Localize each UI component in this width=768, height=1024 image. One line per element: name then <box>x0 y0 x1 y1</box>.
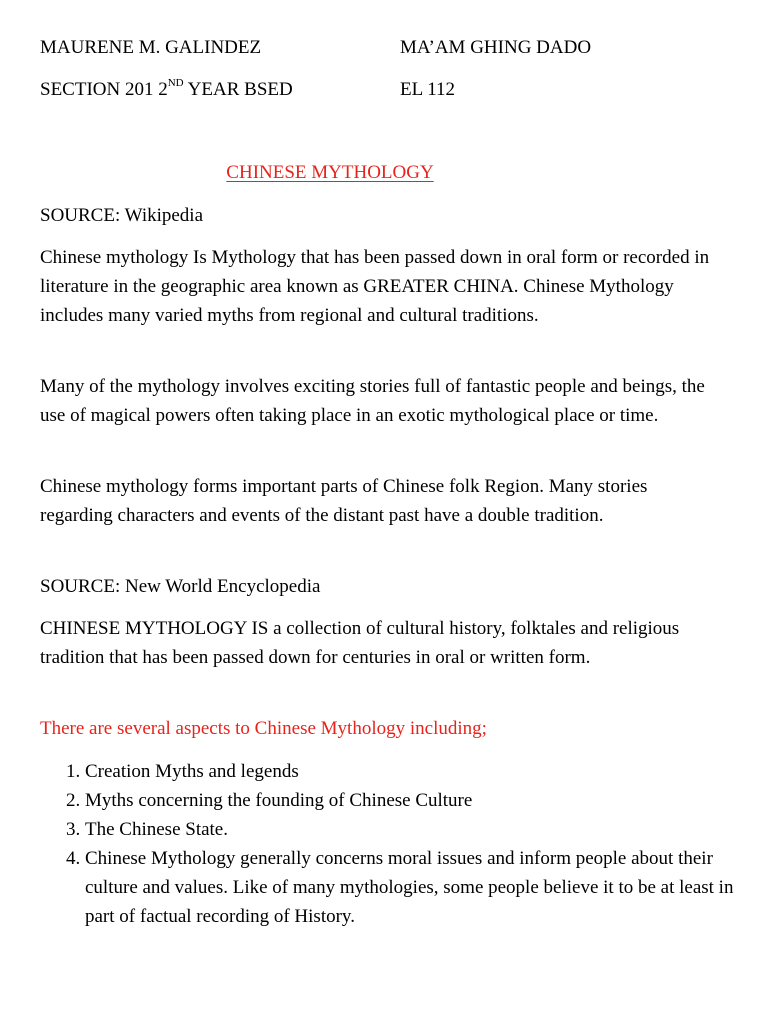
document-title: CHINESE MYTHOLOGY <box>226 162 434 183</box>
list-item: 2. Myths concerning the founding of Chinese Culture <box>85 786 765 815</box>
aspects-intro: There are several aspects to Chinese Mythology including; <box>40 718 487 739</box>
source-new-world-encyclopedia: SOURCE: New World Encyclopedia <box>40 576 321 597</box>
paragraph-4: CHINESE MYTHOLOGY IS a collection of cultural history, folktales and religious tradition that has been passed down for centuries in oral or written form. <box>40 618 680 668</box>
section-line <box>40 75 380 104</box>
list-item: 4. Chinese Mythology generally concerns moral issues and inform people about their culture and values. Like of many mythologies, some people believe it to be at least in part of factual recording of History. <box>85 844 765 931</box>
section-prefix: SECTION 201 2 <box>40 79 168 100</box>
source-wikipedia: SOURCE: Wikipedia <box>40 205 204 226</box>
student-name: MAURENE M. GALINDEZ <box>40 37 262 58</box>
section-superscript: ND <box>167 76 184 89</box>
course-code: EL 112 <box>400 79 456 100</box>
teacher-name: MA’AM GHING DADO <box>400 37 592 58</box>
paragraph-3: Chinese mythology forms important parts of Chinese folk Region. Many stories regarding characters and events of the distant past have a double tradition. <box>40 476 648 526</box>
list-item: 3. The Chinese State. <box>85 815 765 844</box>
paragraph-1: Chinese mythology Is Mythology that has been passed down in oral form or recorded in literature in the geographic area known as GREATER CHINA. Chinese Mythology includes many varied myths from regional and cultural traditions. <box>40 247 710 326</box>
aspects-list <box>40 757 765 931</box>
paragraph-2: Many of the mythology involves exciting stories full of fantastic people and beings, the use of magical powers often taking place in an exotic mythological place or time. <box>40 376 705 426</box>
list-item: 1. Creation Myths and legends <box>85 757 765 786</box>
section-suffix: YEAR BSED <box>183 79 293 100</box>
